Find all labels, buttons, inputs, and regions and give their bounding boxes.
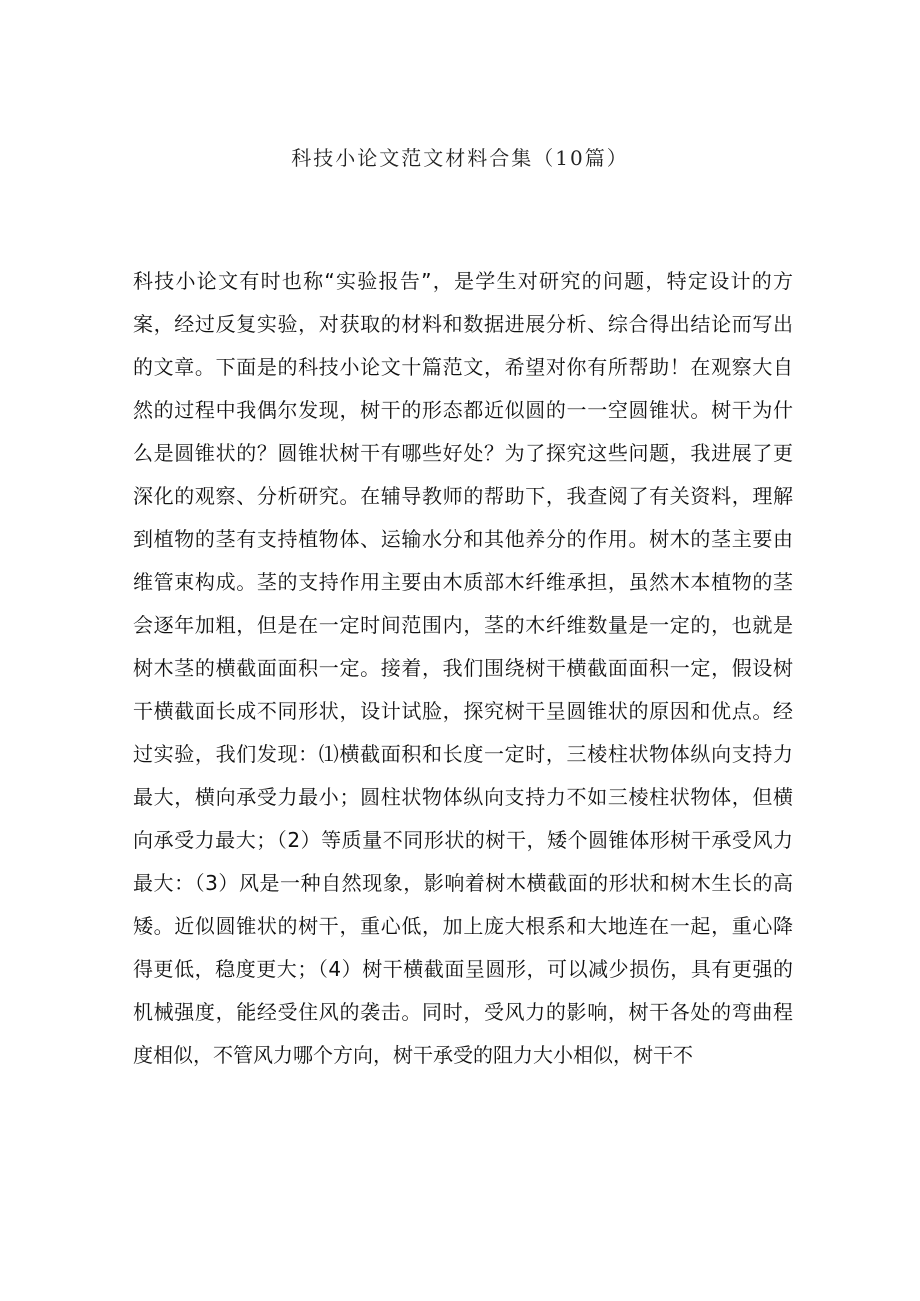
body-line: 深化的观察、分析研究。在辅导教师的帮助下，我查阅了有关资料，理解 [133,484,793,508]
body-line: 然的过程中我偶尔发现，树干的形态都近似圆的一一空圆锥状。树干为什 [133,398,793,422]
body-line: 到植物的茎有支持植物体、运输水分和其他养分的作用。树木的茎主要由 [133,527,793,551]
body-line: 干横截面长成不同形状，设计试脸，探究树干呈圆锥状的原因和优点。经 [133,699,793,723]
body-line: 么是圆锥状的？圆锥状树干有哪些好处？为了探究这些问题，我进展了更 [133,441,793,465]
body-line: 会逐年加粗，但是在一定时间范围内，茎的木纤维数量是一定的，也就是 [133,613,793,637]
body-line: 过实验，我们发现：⑴横截面积和长度一定时，三棱柱状物体纵向支持力 [133,742,793,766]
body-line: 最大，横向承受力最小；圆柱状物体纵向支持力不如三棱柱状物体，但横 [133,785,793,809]
body-line: 树木茎的横截面面积一定。接着，我们围绕树干横截面面积一定，假设树 [133,656,793,680]
body-line: 机械强度，能经受住风的袭击。同时，受风力的影响，树干各处的弯曲程 [133,1000,793,1024]
body-line: 案，经过反复实验，对获取的材料和数据进展分析、综合得出结论而写出 [133,312,793,336]
body-line: 最大：（3）风是一种自然现象，影响着树木横截面的形状和树木生长的高 [133,871,793,895]
document-body [133,260,793,1077]
document-title: 科技小论文范文材料合集（10篇） [291,146,629,170]
body-line: 向承受力最大；（2）等质量不同形状的树干，矮个圆锥体形树干承受风力 [133,828,793,852]
body-line: 矮。近似圆锥状的树干，重心低，加上庞大根系和大地连在一起，重心降 [133,914,793,938]
body-line: 度相似，不管风力哪个方向，树干承受的阻力大小相似，树干不 [133,1043,693,1067]
body-line: 得更低，稳度更大；（4）树干横截面呈圆形，可以减少损伤，具有更强的 [133,957,793,981]
body-line: 科技小论文有时也称“实验报告”，是学生对研究的问题，特定设计的方 [133,269,793,293]
body-line: 维管束构成。茎的支持作用主要由木质部木纤维承担，虽然木本植物的茎 [133,570,793,594]
body-line: 的文章。下面是的科技小论文十篇范文，希望对你有所帮助！在观察大自 [133,355,793,379]
